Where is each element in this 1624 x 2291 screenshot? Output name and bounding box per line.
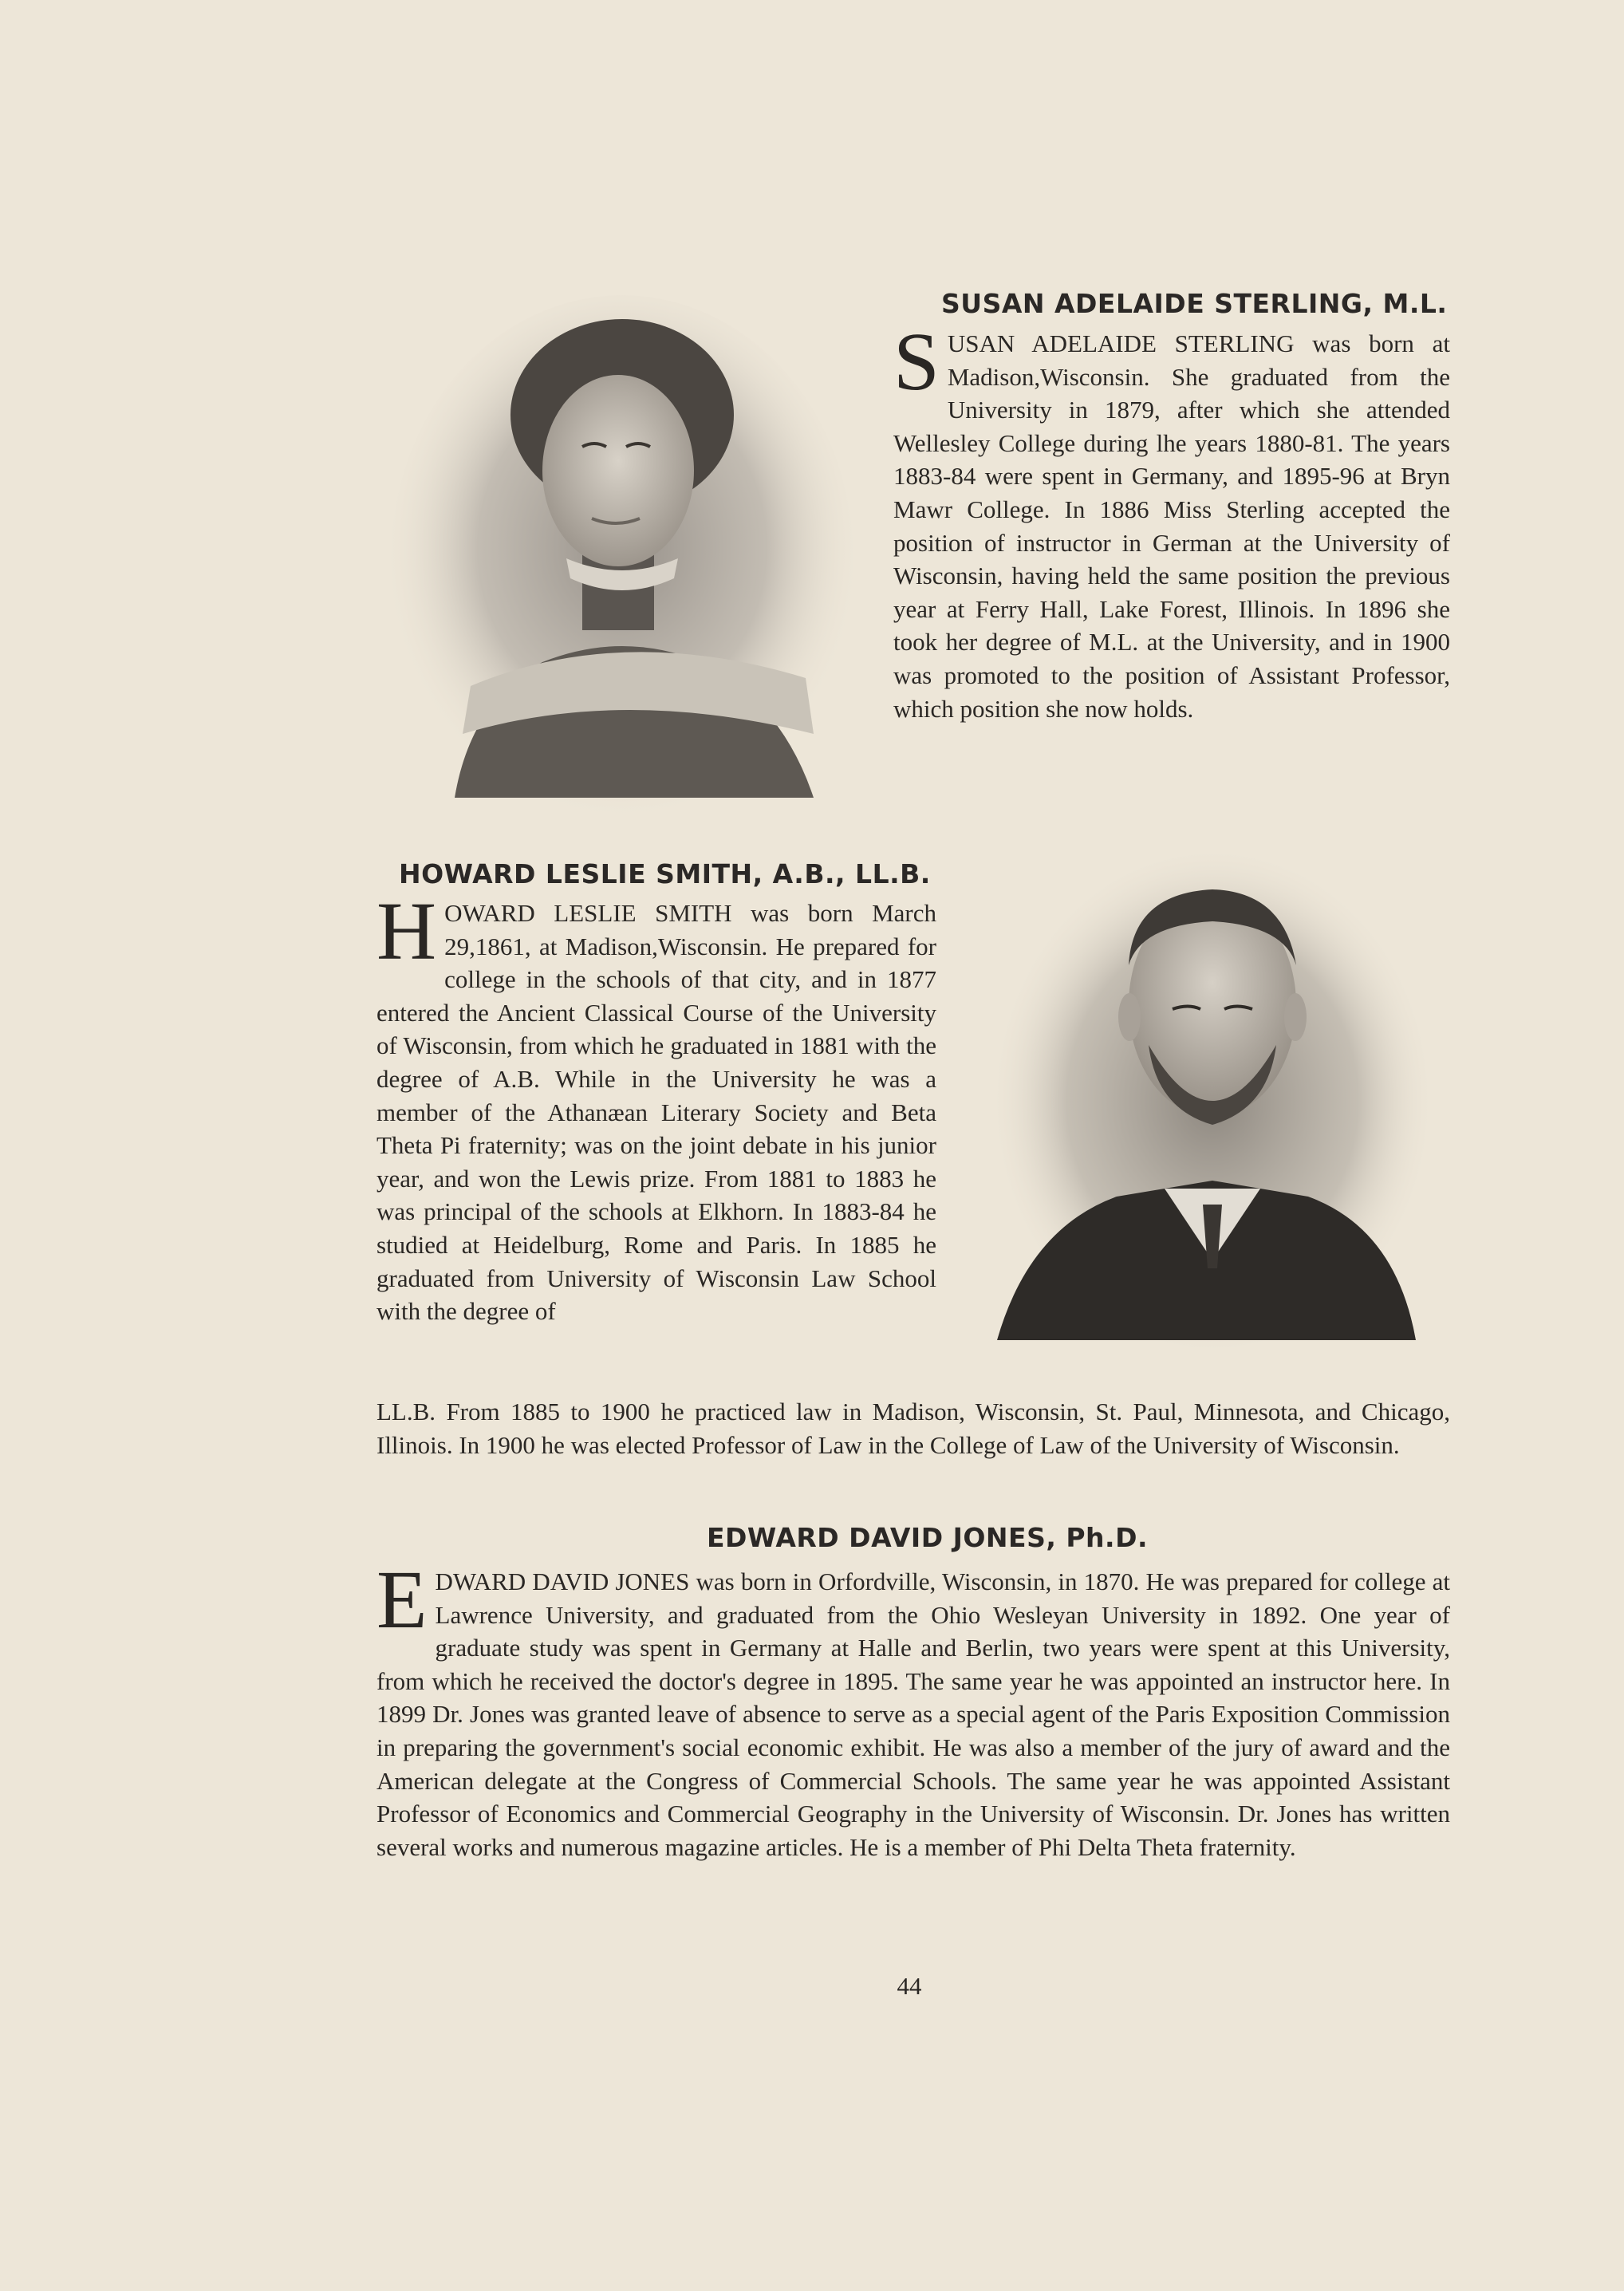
heading-howard-smith: HOWARD LESLIE SMITH, A.B., LL.B. [399, 858, 931, 889]
bio-edward-text: DWARD DAVID JONES was born in Orfordville, Wisconsin, in 1870. He was prepared for college at Lawrence University, and graduated from the Ohio Wesleyan University in 1892. One year of graduate study was spent in Germany at Halle and Berlin, two years were spent at this University, from which he received the doctor's degree in 1895. The same year he was appointed an instructor here. In 1899 Dr. Jones was granted leave of absence to serve as a special agent of the Paris Exposition Commission in preparing the government's social economic exhibit. He was also a member of the jury of award and the American delegate at the Congress of Commercial Schools. The same year he was appointed Assistant Professor of Economics and Commercial Geography in the University of Wisconsin. Dr. Jones has written several works and numerous magazine articles. He is a member of Phi Delta Theta fraternity. [376, 1567, 1450, 1861]
dropcap-s: S [893, 316, 940, 408]
bio-howard-text: OWARD LESLIE SMITH was born March 29,1861, at Madison,Wisconsin. He prepared for college in the schools of that city, and in 1877 entered the Ancient Classical Course of the University of Wisconsin, from which he graduated in 1881 with the degree of A.B. While in the University he was a member of the Athanæan Literary Society and Beta Theta Pi fraternity; was on the joint debate in his junior year, and won the Lewis prize. From 1881 to 1883 he was principal of the schools at Elkhorn. In 1883-84 he studied at Heidelburg, Rome and Paris. In 1885 he graduated from University of Wisconsin Law School with the degree of [376, 899, 936, 1326]
bio-susan-sterling [893, 316, 1450, 725]
page-number: 44 [897, 1972, 922, 2000]
bio-howard-smith-wide [376, 1395, 1450, 1461]
bio-howard-paragraph [376, 885, 936, 1328]
man-portrait-image [981, 846, 1428, 1356]
dropcap-h: H [376, 885, 437, 977]
woman-portrait-image [383, 287, 861, 830]
bio-edward-jones [376, 1554, 1450, 1863]
heading-edward-jones: EDWARD DAVID JONES, Ph.D. [707, 1522, 1149, 1553]
portrait-susan-sterling [383, 287, 861, 830]
bio-howard-paragraph-continued: LL.B. From 1885 to 1900 he practiced law in Madison, Wisconsin, St. Paul, Minnesota, and Chicago, Illinois. In 1900 he was elected Professor of Law in the College of Law of the University of Wisconsin. [376, 1398, 1450, 1459]
heading-susan-sterling: SUSAN ADELAIDE STERLING, M.L. [941, 288, 1448, 319]
bio-susan-text: USAN ADELAIDE STERLING was born at Madison,Wisconsin. She graduated from the University in 1879, after which she attended Wellesley College during lhe years 1880-81. The years 1883-84 were spent in Germany, and 1895-96 at Bryn Mawr College. In 1886 Miss Sterling accepted the position of instructor in German at the University of Wisconsin, having held the same position the previous year at Ferry Hall, Lake Forest, Illinois. In 1896 she took her degree of M.L. at the University, and in 1900 was promoted to the position of Assistant Professor, which position she now holds. [893, 329, 1450, 723]
bio-susan-paragraph [893, 316, 1450, 725]
bio-edward-paragraph [376, 1554, 1450, 1863]
portrait-howard-smith [981, 846, 1428, 1356]
dropcap-e: E [376, 1554, 428, 1646]
bio-howard-smith-narrow [376, 885, 936, 1328]
